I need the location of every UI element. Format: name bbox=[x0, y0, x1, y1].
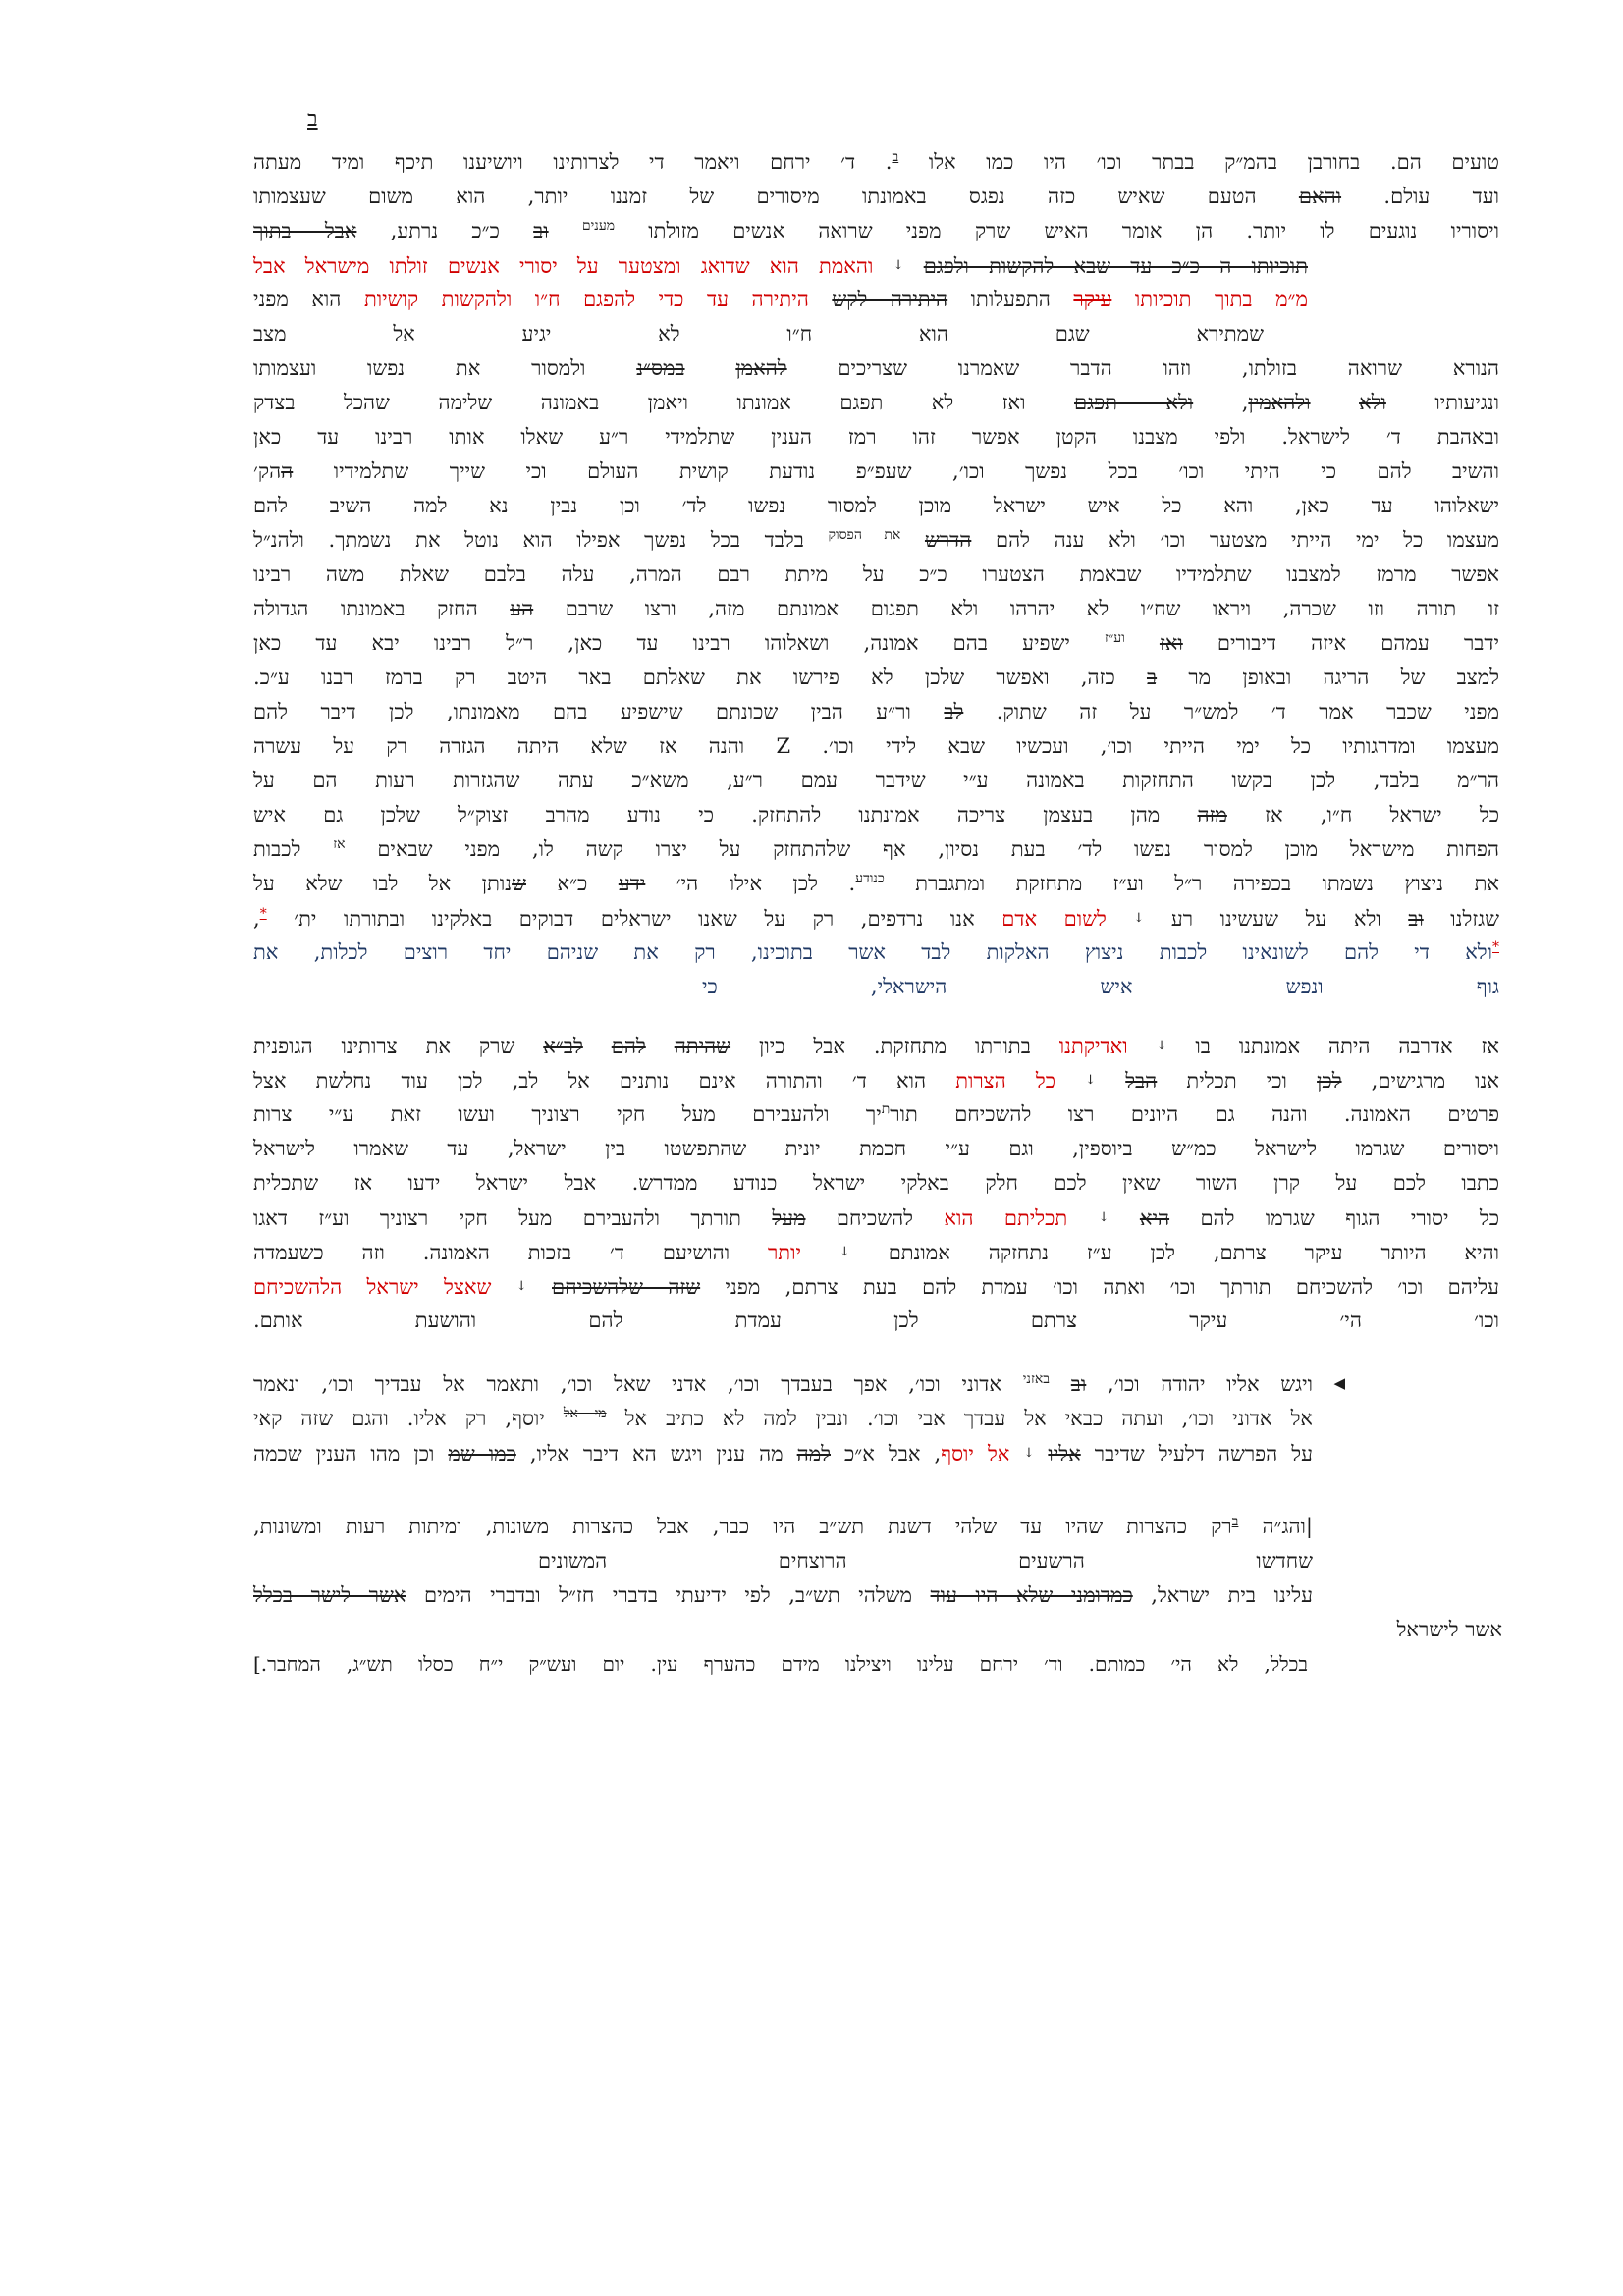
text-segment bbox=[646, 1035, 675, 1058]
deleted-text: הבל bbox=[1125, 1069, 1158, 1093]
text-line bbox=[253, 1647, 1308, 1682]
inserted-text: יותר bbox=[767, 1241, 801, 1264]
deleted-text: וב bbox=[533, 219, 549, 242]
text-segment: הפחות מישראל מוכן למסור נפשו לד׳ בעת נסיון, אף שלהתחזק על יצרו קשה לו, מפני שבאים bbox=[345, 837, 1499, 861]
deleted-text: אבל בתוך bbox=[253, 219, 357, 242]
text-segment bbox=[1109, 1206, 1139, 1230]
superscript-insertion: כנודע bbox=[855, 871, 885, 886]
deleted-text: אליו bbox=[1048, 1442, 1081, 1466]
annotation-mark: * bbox=[259, 906, 267, 922]
deleted-text: ואז bbox=[1159, 631, 1183, 655]
text-line bbox=[253, 1201, 1499, 1236]
deleted-text: תוכיותו ה כ״כ עד שבא להקשות ולפגם bbox=[923, 254, 1308, 278]
text-segment: אל אדוני וכו׳, ועתה כבאי אל עבדך אבי וכו׳. ונבין למה לא כתיב אל bbox=[606, 1407, 1314, 1430]
text-segment: שגזלנו bbox=[1423, 907, 1499, 931]
text-line bbox=[253, 248, 1308, 284]
text-segment: הק׳ bbox=[253, 459, 282, 483]
text-segment: להשכיחם bbox=[805, 1206, 945, 1230]
text-segment: שרק את צרותינו הגופנית bbox=[253, 1035, 544, 1058]
paragraph-marker-icon: ◀ bbox=[1333, 1374, 1345, 1392]
text-segment: רק כהצרות שהיו עד שלהי דשנת תש״ב היו כבר, אבל כהצרות משונות, ומיתות רעות ומשונות, bbox=[253, 1515, 1232, 1538]
inserted-text: לשום אדם bbox=[1001, 907, 1107, 931]
text-segment: נותן אל לבו שלא על bbox=[253, 872, 513, 895]
text-line bbox=[253, 798, 1499, 832]
text-segment: יוסף, רק אליו. והגם שזה קאי bbox=[253, 1407, 564, 1430]
deleted-text: הדרש bbox=[924, 528, 972, 552]
deleted-text: מי אל bbox=[563, 1406, 607, 1421]
insertion-arrow-icon: ↓ bbox=[1085, 1073, 1097, 1088]
text-segment: , אבל א״כ bbox=[831, 1442, 942, 1466]
text-line bbox=[253, 867, 1499, 901]
text-segment: ואז לא תפגם אמונתו ויאמן באמונה שלימה שהכל בצדק bbox=[253, 391, 1075, 414]
text-segment: אז אדרבה היתה אמונתנו בו bbox=[1166, 1035, 1499, 1058]
text-segment: משלהי תש״ב, לפי ידיעתי בדברי חז״ל ובדברי הימים bbox=[406, 1583, 931, 1607]
text-line bbox=[253, 558, 1499, 592]
text-segment: בכלל, לא הי׳ כמותם. וד׳ ירחם עלינו ויצילנו מידם כהערף עין. יום ועש״ק י״ח כסלו תש״ג, המחבר.] bbox=[253, 1652, 1308, 1676]
text-segment: כ״א bbox=[525, 872, 619, 895]
deleted-text: היתירה לקש bbox=[832, 288, 948, 311]
inserted-text: כל הצרות bbox=[955, 1069, 1056, 1093]
text-segment bbox=[1034, 1442, 1048, 1466]
text-segment: אנו נרדפים, רק על שאנו ישראלים דבוקים באלקינו ובתורתו ית׳ bbox=[266, 907, 1002, 931]
text-segment bbox=[491, 1275, 515, 1299]
text-segment: בלבד בכל נפשך אפילו הוא נוטל את נשמתך. ולהנ״ל bbox=[253, 528, 829, 552]
inserted-text: תכליתם הוא bbox=[944, 1206, 1068, 1230]
text-line bbox=[253, 454, 1499, 489]
text-segment: הנורא שרואה בזולתו, וזהו הדבר שאמרנו שצריכים bbox=[786, 356, 1499, 380]
text-line bbox=[253, 180, 1499, 214]
superscript-insertion: וע״ז bbox=[1105, 630, 1125, 646]
text-line bbox=[253, 1367, 1313, 1402]
text-segment: ישפיע בהם אמונה, ושאלוהו רבינו עד כאן, ר״ל רבינו יבא עד כאן bbox=[253, 631, 1106, 655]
deleted-text: ש bbox=[512, 872, 526, 895]
text-line bbox=[253, 1063, 1499, 1098]
text-segment: על הפרשה דלעיל שדיבר bbox=[1080, 1442, 1313, 1466]
text-segment bbox=[1107, 907, 1134, 931]
text-segment: מהן בעצמן צריכה אמונתנו להתחזק. כי נודע מהרב זצוק״ל שלכן גם איש bbox=[253, 803, 1198, 827]
text-segment: מפני שכבר אמר ד׳ למש״ר על זה שתוק. bbox=[963, 700, 1500, 723]
insertion-arrow-icon: ↓ bbox=[839, 1245, 850, 1259]
text-segment: וכו׳ הי׳ עיקר צרתם לכן עמדת להם והושעת אותם. bbox=[253, 1308, 1499, 1332]
text-segment: ויסורים שגרמו לישראל כמ״ש ביוספין, וגם ע״י חכמת יונית שהתפשטו בין ישראל, עד שאמרו לישראל bbox=[253, 1137, 1499, 1160]
text-line bbox=[253, 729, 1499, 764]
text-line bbox=[253, 626, 1499, 661]
text-segment: . לכן אילו הי׳ bbox=[645, 872, 856, 895]
text-segment: ועד עולם. bbox=[1341, 185, 1499, 208]
deleted-text: היא bbox=[1139, 1206, 1170, 1230]
text-segment bbox=[1009, 1442, 1023, 1466]
text-segment: ולמסור את נפשו ועצמותו bbox=[253, 356, 637, 380]
deleted-text: והאם bbox=[1298, 185, 1342, 208]
text-segment: זו תורה וזו שכרה, ויראו שח״ו לא יהרהו ולא תפגום אמונתם מזה, ורצו שרבם bbox=[533, 597, 1499, 620]
text-segment: אשר לישראל bbox=[1396, 1618, 1502, 1641]
deleted-text: להאמן bbox=[735, 356, 787, 380]
deleted-text: ה bbox=[281, 459, 294, 483]
text-line bbox=[253, 1132, 1499, 1166]
text-segment: אדוני וכו׳, אפך בעבדך וכו׳, אדני שאל וכו׳, ותאמר אל עבדיך וכו׳, ונאמר bbox=[253, 1372, 1023, 1396]
text-segment: אנו מרגישים, bbox=[1341, 1069, 1499, 1093]
inserted-text: והאמת הוא שדואג ומצטער על יסורי אנשים זולתו מישראל אבל bbox=[253, 254, 874, 278]
text-segment bbox=[873, 254, 893, 278]
deleted-text: להם bbox=[611, 1035, 646, 1058]
insertion-arrow-icon: ↓ bbox=[1156, 1039, 1167, 1053]
deleted-text: כמדומני שלא היו עוד bbox=[930, 1583, 1133, 1607]
text-segment: שחדשו הרשעים הרוצחים המשונים bbox=[538, 1549, 1313, 1573]
deleted-text: למה bbox=[796, 1442, 831, 1466]
text-segment: וכי תכלית bbox=[1157, 1069, 1318, 1093]
text-segment: |והג״ה bbox=[1238, 1515, 1313, 1538]
text-segment bbox=[1128, 1035, 1157, 1058]
text-segment: עליהם וכו׳ להשכיחם תורתך וכו׳ ואתה וכו׳ עמדת להם בעת צרתם, מפני bbox=[700, 1275, 1499, 1299]
text-segment: פרטים האמונה. והנה גם היונים רצו להשכיחם תור bbox=[890, 1102, 1500, 1126]
text-segment: והיא היותר עיקר צרתם, לכן ע״ז נתחזקה אמונתם bbox=[849, 1241, 1499, 1264]
text-segment: את ניצוץ נשמתו בכפירה ר״ל וע״ז מתחזקת ומתגברת bbox=[884, 872, 1500, 895]
text-line bbox=[253, 661, 1499, 695]
insertion-arrow-icon: ↓ bbox=[1133, 911, 1145, 926]
text-segment: והושיעם ד׳ בזכות האמונה. וזה כשעמדה bbox=[253, 1241, 768, 1264]
deleted-text: לב״א bbox=[543, 1035, 583, 1058]
superscript-insertion: אז bbox=[333, 836, 346, 852]
text-segment bbox=[1311, 391, 1360, 414]
insertion-arrow-icon: ↓ bbox=[1023, 1446, 1035, 1461]
text-segment bbox=[549, 219, 582, 242]
text-segment bbox=[903, 254, 923, 278]
annotation-mark: * bbox=[1492, 939, 1499, 955]
text-segment bbox=[685, 356, 736, 380]
text-segment: בתורתו מתחזקת. אבל כיון bbox=[730, 1035, 1059, 1058]
text-line bbox=[1397, 1613, 1502, 1647]
deleted-text: כמו שמ bbox=[448, 1442, 516, 1466]
superscript-insertion: מענים bbox=[581, 218, 616, 234]
text-segment: החזק באמונתו הגדולה bbox=[253, 597, 511, 620]
superscript-insertion: ת bbox=[881, 1101, 891, 1117]
text-segment: יך ולהעבירם מעל חקי רצוניך ועשו זאת ע״י צרות bbox=[253, 1102, 882, 1126]
text-line bbox=[253, 1578, 1313, 1613]
text-line bbox=[253, 386, 1499, 420]
text-segment bbox=[527, 1275, 552, 1299]
text-segment: . ד׳ ירחם ויאמר די לצרותינו ויושיענו תיכף ומיד מעתה bbox=[253, 150, 893, 174]
text-segment: וכן מהו הענין שכמה bbox=[253, 1442, 449, 1466]
text-line bbox=[253, 901, 1499, 936]
text-line bbox=[253, 1510, 1313, 1544]
text-line bbox=[253, 764, 1499, 798]
deleted-text: לכן bbox=[1317, 1069, 1342, 1093]
text-segment: טועים הם. בחורבן בהמ״ק בבתר וכו׳ היו כמו אלו bbox=[898, 150, 1499, 174]
annotation-mark: ב bbox=[1231, 1514, 1239, 1529]
text-segment bbox=[1067, 1206, 1098, 1230]
emphasized-text: גוף ונפש איש הישראלי, כי bbox=[702, 975, 1499, 998]
text-line bbox=[253, 695, 1499, 729]
text-segment: עלינו בית ישראל, bbox=[1132, 1583, 1313, 1607]
text-line bbox=[253, 1402, 1313, 1436]
text-segment: למצב של הריגה ובאופן מר bbox=[1157, 666, 1499, 689]
text-line bbox=[253, 1029, 1499, 1064]
text-line bbox=[538, 1544, 1313, 1578]
inserted-text: אל יוסף bbox=[941, 1442, 1010, 1466]
text-segment bbox=[1050, 1372, 1071, 1396]
inserted-text: היתירה עד כדי להפגם ח״ו ולהקשות קושיות bbox=[363, 288, 809, 311]
text-line bbox=[253, 935, 1499, 970]
text-line bbox=[702, 970, 1499, 1004]
text-segment bbox=[1055, 1069, 1085, 1093]
text-segment: מעצמו ומדרגותיו כל ימי הייתי וכו׳, ועכשיו שבא לידי וכו׳. Z והנה אז שלא היתה הגזרה רק על עשרה bbox=[253, 734, 1499, 758]
text-line bbox=[253, 145, 1499, 180]
insertion-arrow-icon: ↓ bbox=[893, 258, 904, 273]
text-segment: הר״מ בלבד, לכן בקשו התחזקות באמונה ע״י שידבר עמם ר״ע, משא״כ עתה שהגזרות רעות הם על bbox=[253, 769, 1499, 792]
text-line bbox=[253, 592, 1499, 626]
text-line bbox=[253, 1436, 1313, 1471]
text-segment: ולא על שעשינו רע bbox=[1144, 907, 1409, 931]
inserted-text: עיקר bbox=[1073, 288, 1112, 311]
text-segment bbox=[801, 1241, 839, 1264]
text-line bbox=[253, 1235, 1499, 1270]
text-segment: ובאהבת ד׳ לישראל. ולפי מצבנו הקטן אפשר זהו רמז הענין שתלמידי ר״ע שאלו אותו רבינו עד כאן bbox=[253, 425, 1499, 449]
text-line bbox=[253, 420, 1499, 454]
text-segment: ור״ע הבין שכונתם שישפיע בהם מאמונתו, לכן דיבר להם bbox=[253, 700, 945, 723]
text-segment: כל יסורי הגוף שגרמו להם bbox=[1169, 1206, 1499, 1230]
text-line bbox=[253, 214, 1499, 248]
text-segment: מעצמו כל ימי הייתי מצטער וכו׳ ולא ענה להם bbox=[971, 528, 1500, 552]
inserted-text: שאצל ישראל הלהשכיחם bbox=[253, 1275, 492, 1299]
text-line bbox=[253, 317, 1264, 351]
deleted-text: ולא תפגם bbox=[1074, 391, 1194, 414]
text-segment: ויגש אליו יהודה וכו׳, bbox=[1086, 1372, 1313, 1396]
text-segment bbox=[1096, 1069, 1125, 1093]
text-line bbox=[253, 351, 1499, 386]
text-segment: ישאלוהו עד כאן, והא כל איש ישראל מוכן למסור נפשו לד׳ וכן נבין נא למה השיב להם bbox=[253, 494, 1499, 517]
deleted-text: לב bbox=[944, 700, 964, 723]
annotation-mark: ב bbox=[892, 149, 899, 165]
deleted-text: אשר לישר בכלל bbox=[253, 1583, 406, 1607]
deleted-text: ב bbox=[1146, 666, 1158, 689]
text-line bbox=[253, 832, 1499, 867]
text-segment: , bbox=[1193, 391, 1249, 414]
text-segment bbox=[809, 288, 833, 311]
text-segment: ויסוריו נוגעים לו יותר. הן אומר האיש שרק מפני שרואה אנשים מזולתו bbox=[615, 219, 1499, 242]
inserted-text: ואדיקתנו bbox=[1058, 1035, 1128, 1058]
text-segment: והשיב להם כי היתי וכו׳ בכל נפשך וכו׳, שעפ״פ נודעת קושית העולם וכי שייך שתלמידיו bbox=[293, 459, 1499, 483]
text-line bbox=[253, 1097, 1499, 1132]
text-line bbox=[253, 1166, 1499, 1201]
deleted-text: וב bbox=[1070, 1372, 1087, 1396]
deleted-text: שזה שלהשכיחם bbox=[552, 1275, 701, 1299]
text-segment: , bbox=[253, 907, 260, 931]
text-segment: אפשר מרמז למצבנו שתלמידיו שבאמת הצטערו כ״כ על מיתת רבם המרה, עלה בלבם שאלת משה רבינו bbox=[253, 562, 1499, 586]
deleted-text: שהיתה bbox=[674, 1035, 731, 1058]
text-segment: התפעלותו bbox=[947, 288, 1074, 311]
text-segment: כזה, ואפשר שלכן לא פירשו את שאלתם באר היטב רק ברמז רבנו ע״כ. bbox=[253, 666, 1147, 689]
text-line bbox=[253, 283, 1308, 317]
page-number: ב bbox=[307, 107, 318, 132]
text-line bbox=[253, 1269, 1499, 1305]
text-segment: שמתירא שגם הוא ח״ו לא יגיע אל מצב bbox=[253, 322, 1264, 346]
superscript-insertion: את הפסוק bbox=[828, 527, 901, 543]
text-segment: ידבר עמהם איזה דיבורים bbox=[1182, 631, 1499, 655]
deleted-text: ידע bbox=[618, 872, 646, 895]
text-segment: כ״כ נרתע, bbox=[356, 219, 534, 242]
text-segment: הוא ד׳ והתורה אינם נותנים אל לב, לכן עוד נחלשת אצל bbox=[253, 1069, 956, 1093]
inserted-text: מ״מ בתוך תוכיותו bbox=[1111, 288, 1308, 311]
deleted-text: הע bbox=[510, 597, 534, 620]
text-segment: תורתך ולהעבירם מעל חקי רצוניך וע״ז דאגו bbox=[253, 1206, 773, 1230]
text-segment bbox=[1125, 631, 1160, 655]
emphasized-text: ולא די להם לשונאינו לכבות ניצוץ האלקות לבד אשר בתוכינו, רק את שניהם יחד רוצים לכלות, את bbox=[253, 940, 1492, 964]
text-line bbox=[253, 523, 1499, 558]
deleted-text: ולהאמין bbox=[1248, 391, 1311, 414]
text-segment: כל ישראל ח״ו, אז bbox=[1226, 803, 1499, 827]
insertion-arrow-icon: ↓ bbox=[515, 1279, 527, 1294]
text-segment bbox=[583, 1035, 612, 1058]
text-segment: לכבות bbox=[253, 837, 334, 861]
text-segment bbox=[900, 528, 925, 552]
deleted-text: מזה bbox=[1197, 803, 1227, 827]
deleted-text: מעל bbox=[772, 1206, 806, 1230]
text-segment: הטעם שאיש כזה נפגס באמונתו מיסורים של זמננו יותר, הוא משום שעצמותו bbox=[253, 185, 1299, 208]
text-segment: מה ענין ויגש הא דיבר אליו, bbox=[515, 1442, 797, 1466]
insertion-arrow-icon: ↓ bbox=[1098, 1210, 1109, 1225]
text-line bbox=[253, 1304, 1499, 1338]
text-segment: הוא מפני bbox=[253, 288, 364, 311]
text-line bbox=[253, 489, 1499, 523]
text-segment: ונגיעותיו bbox=[1385, 391, 1499, 414]
deleted-text: ולא bbox=[1359, 391, 1386, 414]
text-segment: כתבו לכם על קרן השור שאין לכם חלק באלקי ישראל כנודע ממדרש. אבל ישראל ידעו אז שתכלית bbox=[253, 1171, 1499, 1195]
superscript-insertion: באזני bbox=[1022, 1371, 1051, 1387]
deleted-text: וב bbox=[1408, 907, 1424, 931]
deleted-text: במס״נ bbox=[636, 356, 685, 380]
